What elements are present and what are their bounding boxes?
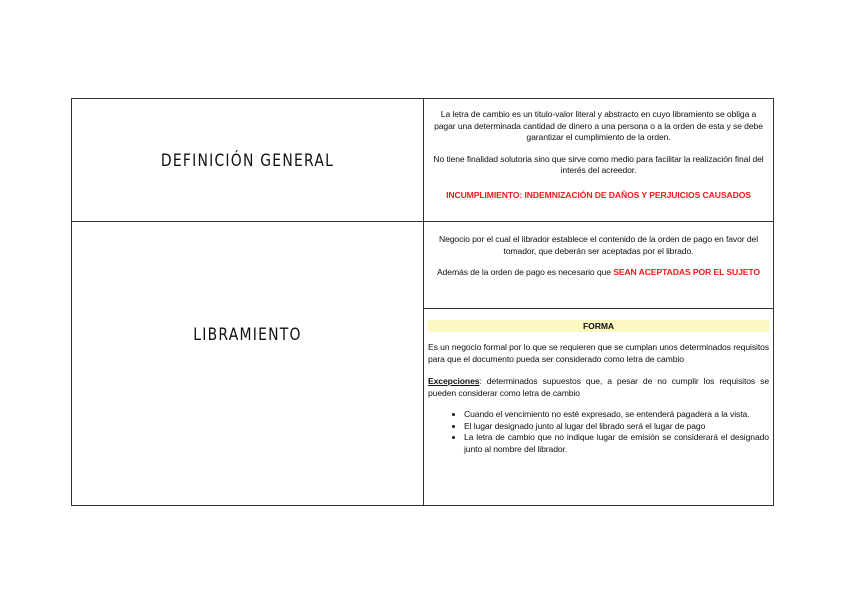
libramiento-p2-prefix: Además de la orden de pago es necesario que xyxy=(436,267,614,277)
list-item: • La letra de cambio que no indique lugar de emisión se considerará el designado junto al nombre del librador. xyxy=(464,432,769,455)
libramiento-paragraph-2 xyxy=(436,267,761,279)
forma-bullet-list xyxy=(428,409,769,455)
incumplimiento-text: INCUMPLIMIENTO: INDEMNIZACIÓN DE DAÑOS Y PERJUICIOS CAUSADOS xyxy=(446,189,751,200)
forma-paragraph: Es un negocio formal por lo que se requieren que se cumplan unos determinados requisitos para que el documento pueda ser considerado como letra de cambio xyxy=(428,342,769,364)
summary-table xyxy=(71,98,774,506)
subrow-divider xyxy=(424,308,773,309)
aceptadas-highlight: SEAN ACEPTADAS POR EL SUJETO xyxy=(613,267,761,277)
definicion-title: DEFINICIÓN GENERAL xyxy=(160,151,335,171)
definicion-paragraph-1: La letra de cambio es un titulo-valor literal y abstracto en cuyo libramiento se obliga a pagar una determinada cantidad de dinero a una persona o a la orden de esta y se debe garantizar el cumplimiento de la orden. xyxy=(434,109,763,142)
excepciones-paragraph xyxy=(428,376,769,399)
forma-cell xyxy=(424,320,773,455)
list-item: • El lugar designado junto al lugar del librado será el lugar de pago xyxy=(464,421,769,433)
libramiento-title: LIBRAMIENTO xyxy=(193,325,302,345)
definicion-cell xyxy=(424,109,773,201)
forma-heading: FORMA xyxy=(428,320,769,332)
libramiento-paragraph-1: Negocio por el cual el librador establece el contenido de la orden de pago en favor del tomador, que deberán ser aceptadas por el librado. xyxy=(438,234,759,256)
excepciones-label: Excepciones xyxy=(428,376,480,386)
row-divider xyxy=(72,221,773,222)
excepciones-text: : determinados supuestos que, a pesar de no cumplir los requisitos se pueden considerar como letra de cambio xyxy=(428,376,769,398)
list-item: • Cuando el vencimiento no esté expresado, se entenderá pagadera a la vista. xyxy=(464,409,769,421)
definicion-paragraph-2: No tiene finalidad solutoria sino que sirve como medio para facilitar la realización final del interés del acreedor. xyxy=(433,153,764,175)
libramiento-cell xyxy=(424,234,773,279)
